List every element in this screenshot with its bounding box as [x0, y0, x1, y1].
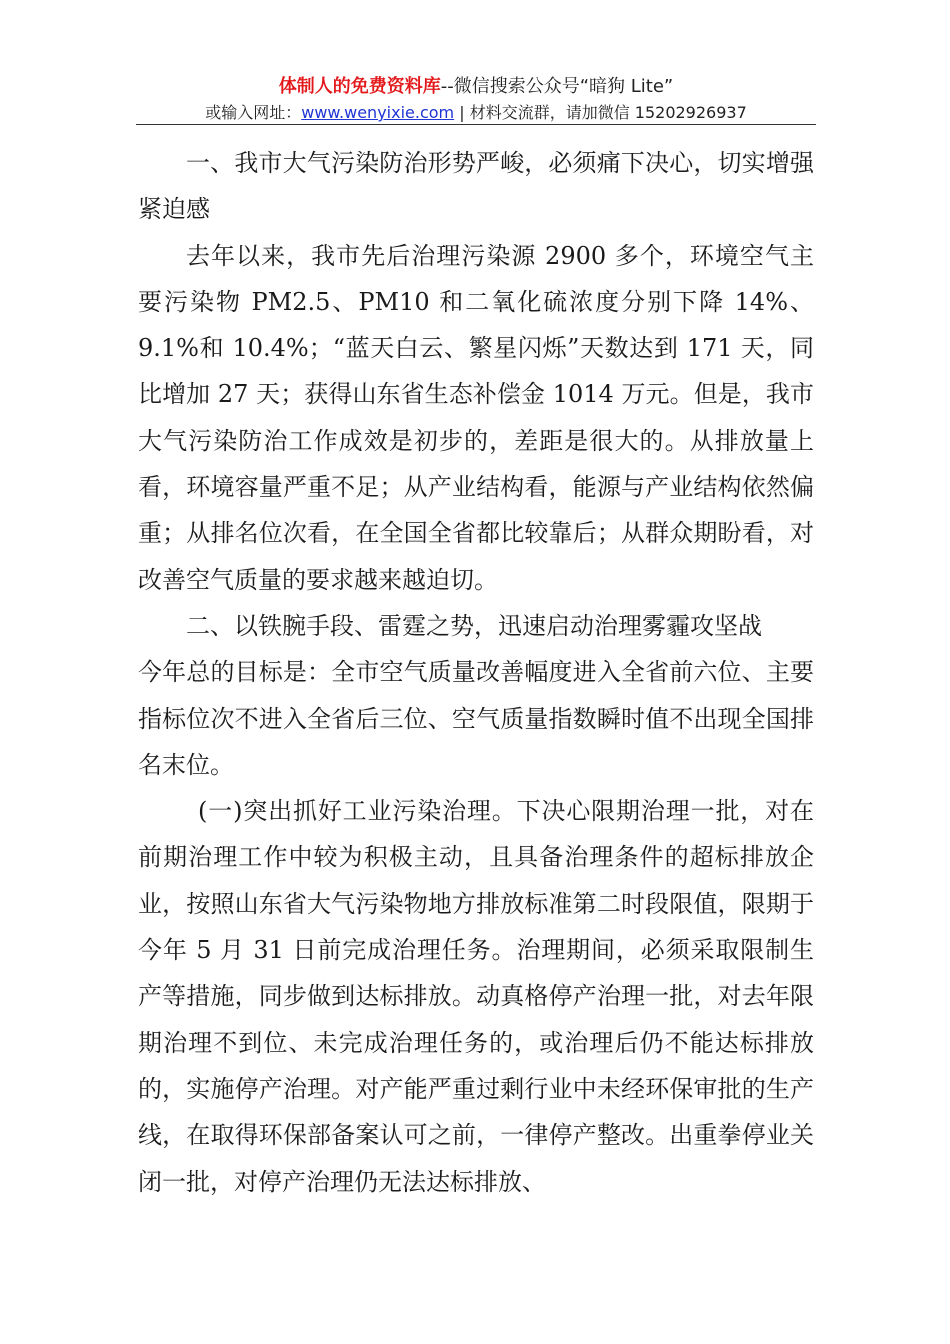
section-heading-2: 二、以铁腕手段、雷霆之势，迅速启动治理雾霾攻坚战	[186, 611, 762, 640]
paragraph: 今年总的目标是：全市空气质量改善幅度进入全省前六位、主要指标位次不进入全省后三位、空气质量指数瞬时值不出现全国排名末位。	[138, 658, 814, 779]
header-line-2	[136, 101, 816, 125]
url-prefix: 或输入网址：	[205, 103, 302, 122]
contact-info: | 材料交流群，请加微信 15202926937	[454, 103, 747, 122]
document-body	[138, 140, 814, 1205]
header-divider	[136, 124, 816, 125]
paragraph: (一)突出抓好工业污染治理。下决心限期治理一批，对在前期治理工作中较为积极主动，且具备治理条件的超标排放企业，按照山东省大气污染物地方排放标准第二时段限值，限期于今年 5 月 31 日前完成治理任务。治理期间，必须采取限制生产等措施，同步做到达标排放。动真格停产治理一批，对去年限期治理不到位、未完成治理任务的，或治理后仍不能达标排放的，实施停产治理。对产能严重过剩行业中未经环保审批的生产线，在取得环保部备案认可之前，一律停产整改。出重拳停业关闭一批，对停产治理仍无法达标排放、	[138, 797, 814, 1196]
paragraph: 去年以来，我市先后治理污染源 2900 多个，环境空气主要污染物 PM2.5、PM10 和二氧化硫浓度分别下降 14%、9.1%和 10.4%；“蓝天白云、繁星闪烁”天数达到 171 天，同比增加 27 天；获得山东省生态补偿金 1014 万元。但是，我市大气污染防治工作成效是初步的，差距是很大的。从排放量上看，环境容量严重不足；从产业结构看，能源与产业结构依然偏重；从排名位次看，在全国全省都比较靠后；从群众期盼看，对改善空气质量的要求越来越迫切。	[138, 241, 814, 594]
website-link[interactable]: www.wenyixie.com	[301, 103, 455, 122]
brand-title: 体制人的免费资料库	[278, 76, 441, 97]
header-line-1	[136, 74, 816, 100]
section-heading-1: 一、我市大气污染防治形势严峻，必须痛下决心，切实增强紧迫感	[138, 149, 814, 224]
header-tagline: --微信搜索公众号“暗狗 Lite”	[440, 76, 674, 97]
page-header	[136, 74, 816, 125]
